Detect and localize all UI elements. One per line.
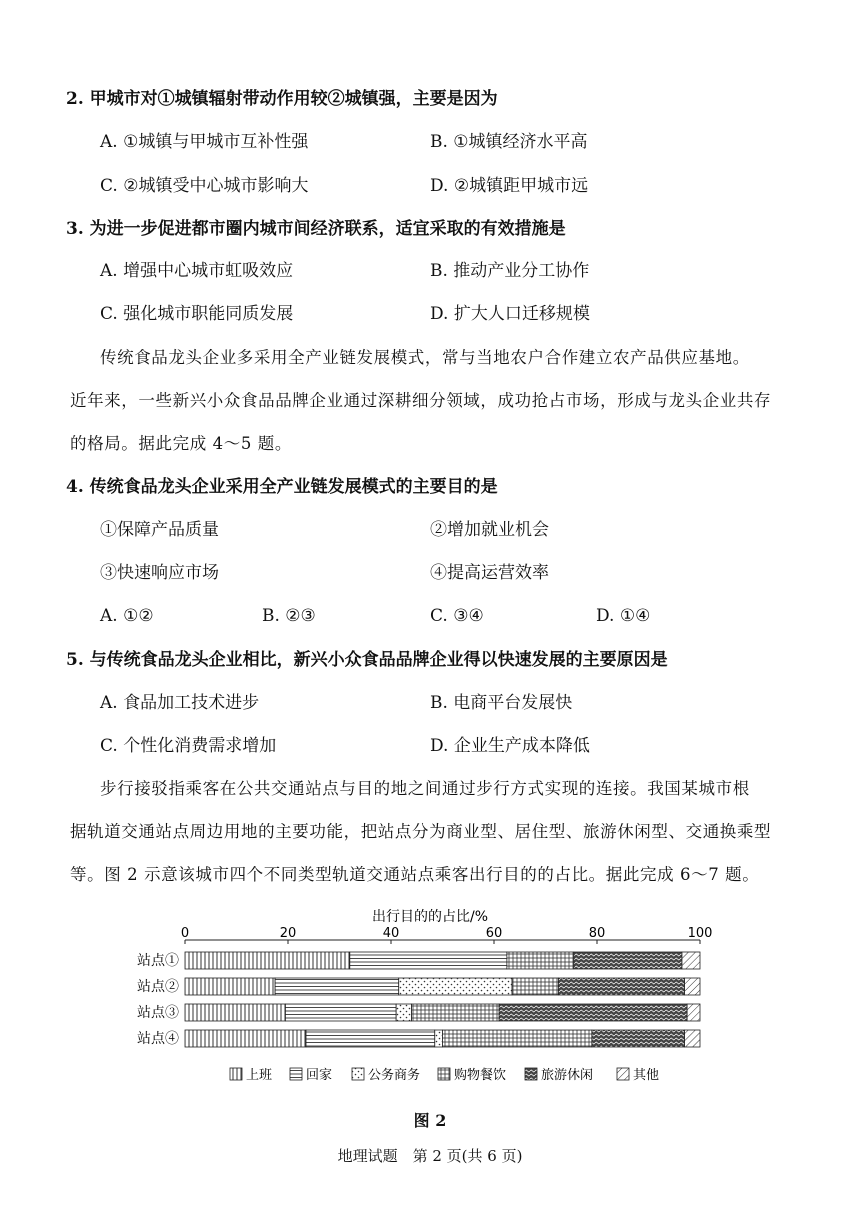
legend-label: 其他 — [633, 1068, 660, 1083]
bar-segment-购物餐饮 — [443, 1030, 592, 1047]
question-3-option-a: A. 增强中心城市虹吸效应 — [100, 261, 294, 281]
question-3-option-c: C. 强化城市职能同质发展 — [100, 304, 294, 324]
question-4-option-b: B. ②③ — [262, 606, 316, 626]
question-4-item-1: ①保障产品质量 — [100, 520, 219, 540]
question-3-option-d: D. 扩大人口迁移规模 — [430, 304, 590, 324]
bar-segment-回家 — [285, 1004, 396, 1021]
passage-2-line-1: 步行接驳指乘客在公共交通站点与目的地之间通过步行方式实现的连接。我国某城市根 — [100, 779, 750, 798]
question-2-option-c: C. ②城镇受中心城市影响大 — [100, 176, 309, 196]
bar-segment-购物餐饮 — [412, 1004, 500, 1021]
passage-2-line-3: 等。图 2 示意该城市四个不同类型轨道交通站点乘客出行目的的占比。据此完成 6～7 题。 — [70, 865, 760, 884]
figure-caption: 图 2 — [413, 1111, 447, 1130]
legend-swatch — [352, 1068, 364, 1080]
bar-segment-旅游休闲 — [558, 978, 684, 995]
x-axis-tick-label: 0 — [180, 926, 190, 941]
bar-segment-回家 — [350, 952, 507, 969]
bar-segment-回家 — [275, 978, 399, 995]
bar-segment-其他 — [682, 952, 700, 969]
bar-segment-上班 — [185, 952, 350, 969]
bar-segment-旅游休闲 — [499, 1004, 687, 1021]
question-5-option-d: D. 企业生产成本降低 — [430, 736, 590, 756]
category-label: 站点① — [137, 953, 179, 969]
category-label: 站点④ — [137, 1031, 179, 1047]
question-4-option-a: A. ①② — [100, 606, 154, 626]
x-axis-tick-label: 100 — [687, 926, 713, 941]
bar-segment-公务商务 — [399, 978, 512, 995]
question-3-stem: 3. 为进一步促进都市圈内城市间经济联系，适宜采取的有效措施是 — [66, 219, 566, 239]
category-label: 站点② — [137, 979, 179, 995]
question-4-item-4: ④提高运营效率 — [430, 563, 549, 583]
legend-swatch — [438, 1068, 450, 1080]
legend-swatch — [525, 1068, 537, 1080]
bar-segment-其他 — [685, 978, 700, 995]
legend-label: 上班 — [246, 1068, 273, 1083]
x-axis-tick-label: 80 — [588, 926, 606, 941]
passage-1-line-1: 传统食品龙头企业多采用全产业链发展模式，常与当地农户合作建立农产品供应基地。 — [100, 348, 750, 367]
bar-segment-上班 — [185, 1030, 306, 1047]
passage-1-line-3: 的格局。据此完成 4～5 题。 — [70, 434, 292, 453]
legend-swatch — [230, 1068, 242, 1080]
question-5-option-c: C. 个性化消费需求增加 — [100, 736, 277, 756]
legend-label: 购物餐饮 — [454, 1068, 507, 1083]
question-4-item-3: ③快速响应市场 — [100, 563, 219, 583]
bar-segment-上班 — [185, 1004, 285, 1021]
question-4-stem: 4. 传统食品龙头企业采用全产业链发展模式的主要目的是 — [66, 477, 498, 497]
category-label: 站点③ — [137, 1005, 179, 1021]
legend-label: 公务商务 — [368, 1068, 421, 1083]
bar-segment-其他 — [685, 1030, 700, 1047]
chart-title: 出行目的的占比/% — [371, 909, 489, 925]
bar-segment-其他 — [687, 1004, 700, 1021]
x-axis-tick-label: 60 — [485, 926, 503, 941]
bar-segment-购物餐饮 — [507, 952, 574, 969]
travel-purpose-stacked-bar-chart — [120, 905, 740, 1095]
bar-segment-旅游休闲 — [574, 952, 682, 969]
bar-segment-上班 — [185, 978, 275, 995]
legend-label: 旅游休闲 — [541, 1068, 594, 1083]
legend-swatch — [290, 1068, 302, 1080]
bar-segment-旅游休闲 — [592, 1030, 685, 1047]
passage-1-line-2: 近年来，一些新兴小众食品品牌企业通过深耕细分领域，成功抢占市场，形成与龙头企业共存 — [70, 391, 772, 410]
question-4-option-c: C. ③④ — [430, 606, 484, 626]
bar-segment-回家 — [306, 1030, 435, 1047]
question-5-option-b: B. 电商平台发展快 — [430, 693, 573, 713]
question-3-option-b: B. 推动产业分工协作 — [430, 261, 590, 281]
question-5-stem: 5. 与传统食品龙头企业相比，新兴小众食品品牌企业得以快速发展的主要原因是 — [66, 650, 668, 670]
question-4-option-d: D. ①④ — [596, 606, 651, 626]
question-5-option-a: A. 食品加工技术进步 — [100, 693, 260, 713]
bar-segment-购物餐饮 — [512, 978, 558, 995]
legend-swatch — [617, 1068, 629, 1080]
question-2-option-a: A. ①城镇与甲城市互补性强 — [100, 132, 309, 152]
legend-label: 回家 — [306, 1068, 333, 1083]
bar-segment-公务商务 — [435, 1030, 443, 1047]
x-axis-tick-label: 40 — [382, 926, 400, 941]
passage-2-line-2: 据轨道交通站点周边用地的主要功能，把站点分为商业型、居住型、旅游休闲型、交通换乘型 — [70, 822, 772, 841]
bar-segment-公务商务 — [396, 1004, 411, 1021]
page-footer: 地理试题 第 2 页(共 6 页) — [337, 1147, 523, 1165]
question-2-stem: 2. 甲城市对①城镇辐射带动作用较②城镇强，主要是因为 — [66, 89, 498, 109]
question-4-item-2: ②增加就业机会 — [430, 520, 549, 540]
question-2-option-b: B. ①城镇经济水平高 — [430, 132, 588, 152]
x-axis-tick-label: 20 — [279, 926, 297, 941]
question-2-option-d: D. ②城镇距甲城市远 — [430, 176, 589, 196]
